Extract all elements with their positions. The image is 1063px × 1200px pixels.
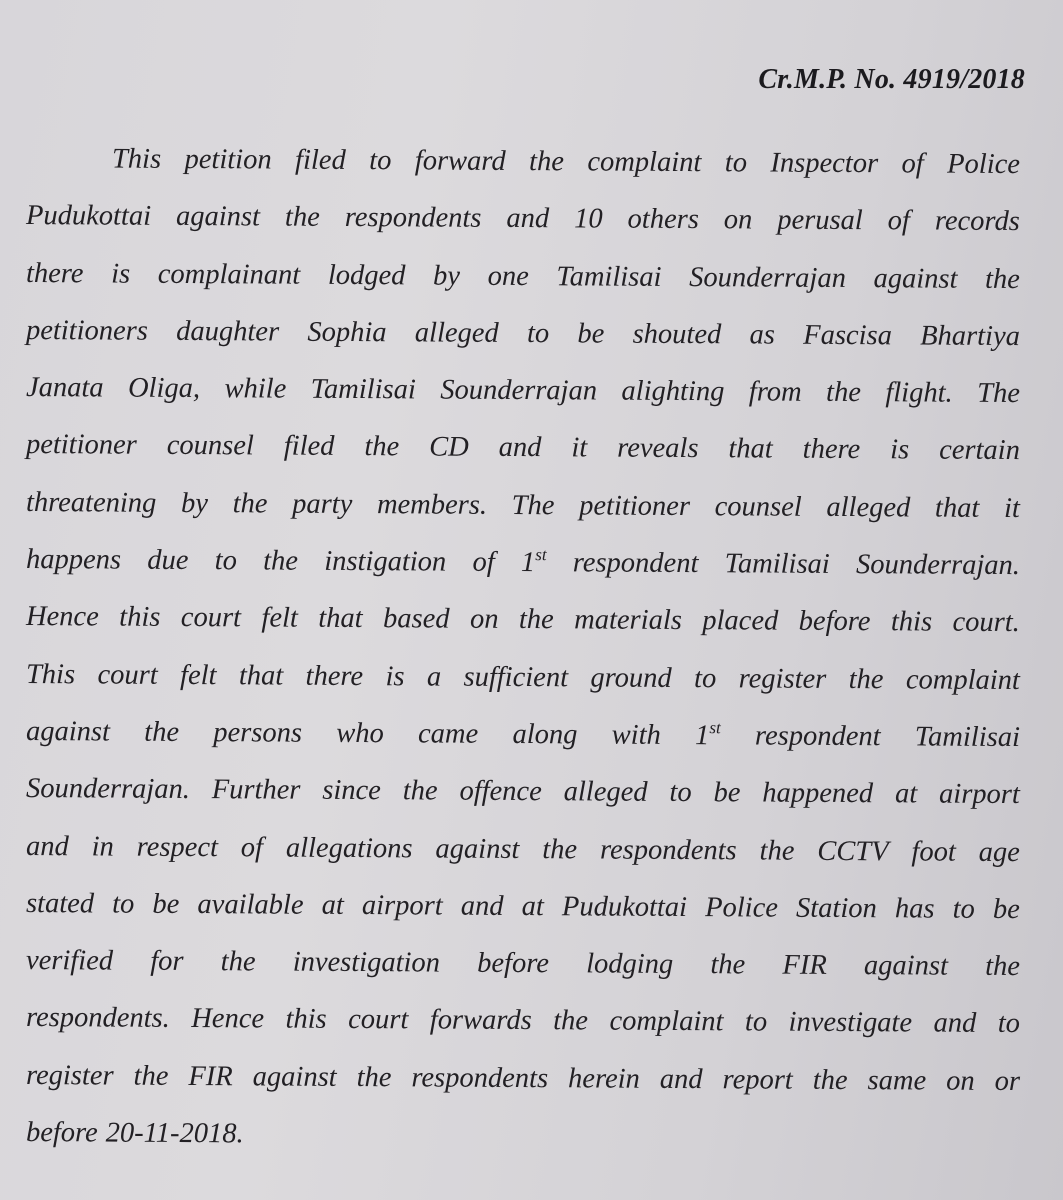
word: petition: [184, 143, 272, 176]
word: felt: [179, 659, 217, 691]
word: the: [402, 775, 438, 807]
word: to: [526, 317, 550, 350]
word: the: [232, 488, 268, 520]
word: Hence: [25, 601, 99, 633]
order-paragraph: [26, 130, 1020, 1161]
word: against: [435, 833, 520, 865]
word: Tamilisai: [724, 548, 830, 580]
word: court: [180, 602, 242, 634]
word: to: [724, 147, 748, 179]
word: The: [511, 489, 555, 522]
word: Hence: [191, 1003, 265, 1035]
word: alleged: [563, 776, 648, 809]
word: to: [112, 888, 135, 920]
word: the: [984, 263, 1020, 295]
word: reveals: [617, 433, 699, 465]
word: Police: [705, 892, 779, 924]
word: forwards: [429, 1004, 532, 1037]
word: allegations: [285, 832, 413, 864]
word: since: [322, 775, 381, 807]
case-number: Cr.M.P. No. 4919/2018: [758, 64, 1025, 95]
word: at: [894, 778, 918, 810]
word: that: [318, 603, 363, 635]
word: sufficient: [463, 661, 569, 693]
word: against: [873, 262, 958, 295]
word: and: [498, 432, 542, 464]
word: the: [284, 201, 320, 234]
paragraph-line: [26, 1047, 1020, 1110]
word: Station: [795, 892, 877, 925]
word: from: [748, 376, 802, 408]
word: Fascisa: [803, 319, 892, 352]
word: instigation: [324, 545, 447, 578]
word: threatening: [25, 486, 157, 519]
word: shouted: [632, 318, 722, 351]
word: respondents: [344, 202, 482, 235]
word: respondent: [572, 547, 699, 580]
word: certain: [939, 435, 1020, 467]
word: there: [25, 257, 84, 289]
word: that: [934, 492, 980, 524]
word: to: [369, 145, 392, 177]
paragraph-line: [26, 932, 1020, 995]
word: on: [946, 1065, 975, 1097]
paragraph-line: [26, 646, 1020, 709]
word: lodging: [586, 948, 674, 981]
word: of: [887, 205, 911, 237]
word: this: [285, 1004, 327, 1036]
word: Sounderrajan: [440, 374, 598, 407]
word: Janata: [25, 372, 104, 404]
word: court: [348, 1004, 409, 1036]
word: of: [472, 546, 495, 578]
word: against: [25, 715, 111, 748]
word: This: [111, 143, 162, 175]
word: airport: [938, 778, 1020, 811]
word: is: [385, 660, 405, 692]
word: age: [978, 836, 1020, 868]
word: happens: [25, 544, 122, 576]
word: Sounderrajan: [689, 261, 846, 294]
word: records: [934, 205, 1020, 238]
word: one: [487, 260, 529, 292]
word: the: [364, 431, 400, 463]
word: the: [812, 1064, 848, 1096]
word: that: [238, 659, 284, 692]
word: be: [152, 888, 180, 920]
word: against: [175, 201, 261, 233]
word: this: [890, 606, 933, 638]
word: forward: [414, 145, 506, 177]
word: while: [224, 373, 287, 405]
word: counsel: [166, 430, 254, 462]
word: CCTV: [817, 835, 889, 867]
word: against: [863, 950, 949, 982]
word: to: [669, 777, 692, 809]
word: on: [469, 604, 499, 636]
word: to: [744, 1006, 768, 1038]
word: came: [417, 718, 479, 750]
word: Bhartiya: [920, 320, 1021, 352]
word: a: [426, 661, 442, 693]
paragraph-line: [26, 875, 1020, 938]
word: the: [710, 949, 746, 981]
word: respondents: [411, 1062, 549, 1094]
word: party: [292, 488, 353, 520]
word: the: [826, 377, 862, 409]
word: offence: [459, 775, 542, 808]
word: same: [867, 1064, 927, 1097]
word: that: [728, 433, 773, 466]
word: Sounderrajan.: [855, 549, 1021, 582]
word: before: [798, 606, 871, 638]
word: register: [738, 663, 827, 695]
word: persons: [213, 717, 303, 749]
word: stated: [25, 887, 95, 920]
word: the: [356, 1061, 392, 1093]
paragraph-line: [26, 359, 1020, 422]
word: report: [722, 1064, 793, 1096]
word: the: [529, 146, 565, 178]
word: The: [977, 377, 1020, 410]
paragraph-line: [26, 588, 1020, 651]
paragraph-line: [26, 187, 1020, 250]
paragraph-line: [26, 989, 1020, 1052]
word: who: [336, 717, 384, 750]
word: to: [214, 545, 237, 577]
word: members.: [376, 488, 488, 521]
word: of: [240, 831, 264, 864]
word: Tamilisai: [556, 260, 662, 293]
word: is: [111, 258, 131, 290]
word: 10: [574, 203, 603, 235]
word: complaint: [905, 664, 1020, 696]
word: verified: [25, 945, 114, 977]
word: Tamilisai: [310, 373, 416, 406]
word: and: [25, 830, 69, 862]
word: airport: [361, 889, 443, 922]
word: CD: [429, 431, 469, 464]
paragraph-line: [26, 531, 1020, 594]
word: This: [25, 658, 76, 690]
paragraph-line: [26, 302, 1020, 365]
word: against: [252, 1061, 337, 1093]
word: to: [694, 662, 717, 694]
word: the: [985, 951, 1021, 983]
word: respondents: [599, 834, 737, 866]
word: respondent: [754, 720, 881, 753]
word: filed: [295, 144, 346, 176]
word: the: [144, 716, 180, 748]
word: to: [952, 893, 975, 925]
word: petitioner: [579, 490, 691, 522]
word: Pudukottai: [25, 200, 152, 233]
word: alleged: [414, 317, 499, 349]
word: at: [321, 889, 344, 921]
word: Inspector: [770, 147, 879, 180]
word: 1st: [695, 718, 721, 752]
word: Sounderrajan.: [25, 773, 190, 806]
word: 20-11-2018.: [105, 1117, 244, 1150]
word: materials: [574, 604, 682, 637]
word: be: [577, 318, 605, 350]
word: and: [933, 1007, 977, 1040]
word: at: [521, 890, 544, 923]
word: or: [994, 1065, 1021, 1097]
word: Further: [211, 774, 301, 806]
paragraph-line: [26, 1104, 1020, 1167]
word: it: [571, 432, 588, 464]
word: to: [997, 1008, 1021, 1040]
word: Pudukottai: [561, 891, 688, 923]
word: by: [433, 260, 461, 292]
word: the: [553, 1005, 589, 1037]
word: and: [460, 890, 504, 922]
word: Police: [947, 148, 1021, 181]
word: is: [890, 434, 910, 466]
paragraph-line: [26, 474, 1020, 537]
word: the: [848, 663, 884, 695]
word: filed: [283, 431, 335, 463]
word: as: [749, 319, 776, 351]
word: it: [1003, 492, 1020, 524]
word: register: [25, 1059, 114, 1092]
word: complainant: [157, 258, 301, 291]
word: Oliga,: [127, 372, 201, 405]
word: due: [147, 544, 189, 577]
word: felt: [261, 602, 298, 635]
word: happened: [762, 777, 874, 810]
paragraph-line: [26, 130, 1020, 193]
word: be: [713, 777, 741, 809]
word: Tamilisai: [914, 721, 1021, 754]
word: 1st: [520, 545, 547, 579]
word: lodged: [327, 259, 406, 291]
word: herein: [568, 1063, 640, 1095]
word: petitioners: [25, 314, 148, 347]
word: before: [25, 1117, 98, 1149]
word: along: [512, 718, 578, 751]
word: the: [518, 604, 554, 636]
word: there: [802, 434, 861, 466]
word: Sophia: [307, 316, 387, 349]
paragraph-line: [26, 245, 1020, 308]
word: before: [477, 947, 550, 980]
word: perusal: [777, 204, 863, 237]
word: in: [91, 830, 114, 863]
word: court: [97, 659, 158, 691]
word: be: [992, 893, 1020, 925]
paragraph-line: [26, 760, 1020, 823]
word: available: [197, 888, 304, 921]
word: alighting: [621, 375, 725, 408]
word: counsel: [714, 490, 802, 523]
word: has: [894, 893, 935, 925]
word: this: [119, 601, 161, 634]
word: and: [659, 1063, 703, 1095]
word: the: [263, 545, 299, 577]
word: respect: [136, 831, 219, 863]
word: investigation: [292, 946, 441, 979]
word: flight.: [885, 377, 953, 409]
word: the: [133, 1060, 169, 1092]
word: alleged: [826, 491, 911, 524]
paragraph-line: [26, 818, 1020, 881]
word: court.: [952, 607, 1020, 639]
word: on: [723, 204, 753, 236]
paragraph-line: [26, 416, 1020, 479]
word: daughter: [176, 315, 280, 348]
word: foot: [911, 835, 956, 868]
word: the: [542, 833, 578, 865]
word: FIR: [782, 949, 827, 982]
word: there: [305, 660, 364, 692]
word: and: [506, 203, 550, 235]
word: respondents.: [25, 1002, 170, 1035]
word: FIR: [188, 1060, 233, 1093]
word: the: [759, 835, 795, 867]
word: placed: [702, 605, 779, 637]
word: complaint: [609, 1006, 724, 1038]
word: with: [611, 719, 661, 751]
word: investigate: [788, 1007, 913, 1039]
word: based: [382, 603, 450, 635]
word: of: [901, 148, 924, 180]
paragraph-line: [26, 703, 1020, 766]
word: complaint: [587, 146, 702, 179]
word: petitioner: [25, 429, 137, 462]
word: by: [180, 487, 209, 519]
word: others: [627, 203, 699, 236]
word: ground: [590, 662, 672, 694]
word: for: [150, 945, 184, 978]
word: the: [220, 946, 256, 978]
